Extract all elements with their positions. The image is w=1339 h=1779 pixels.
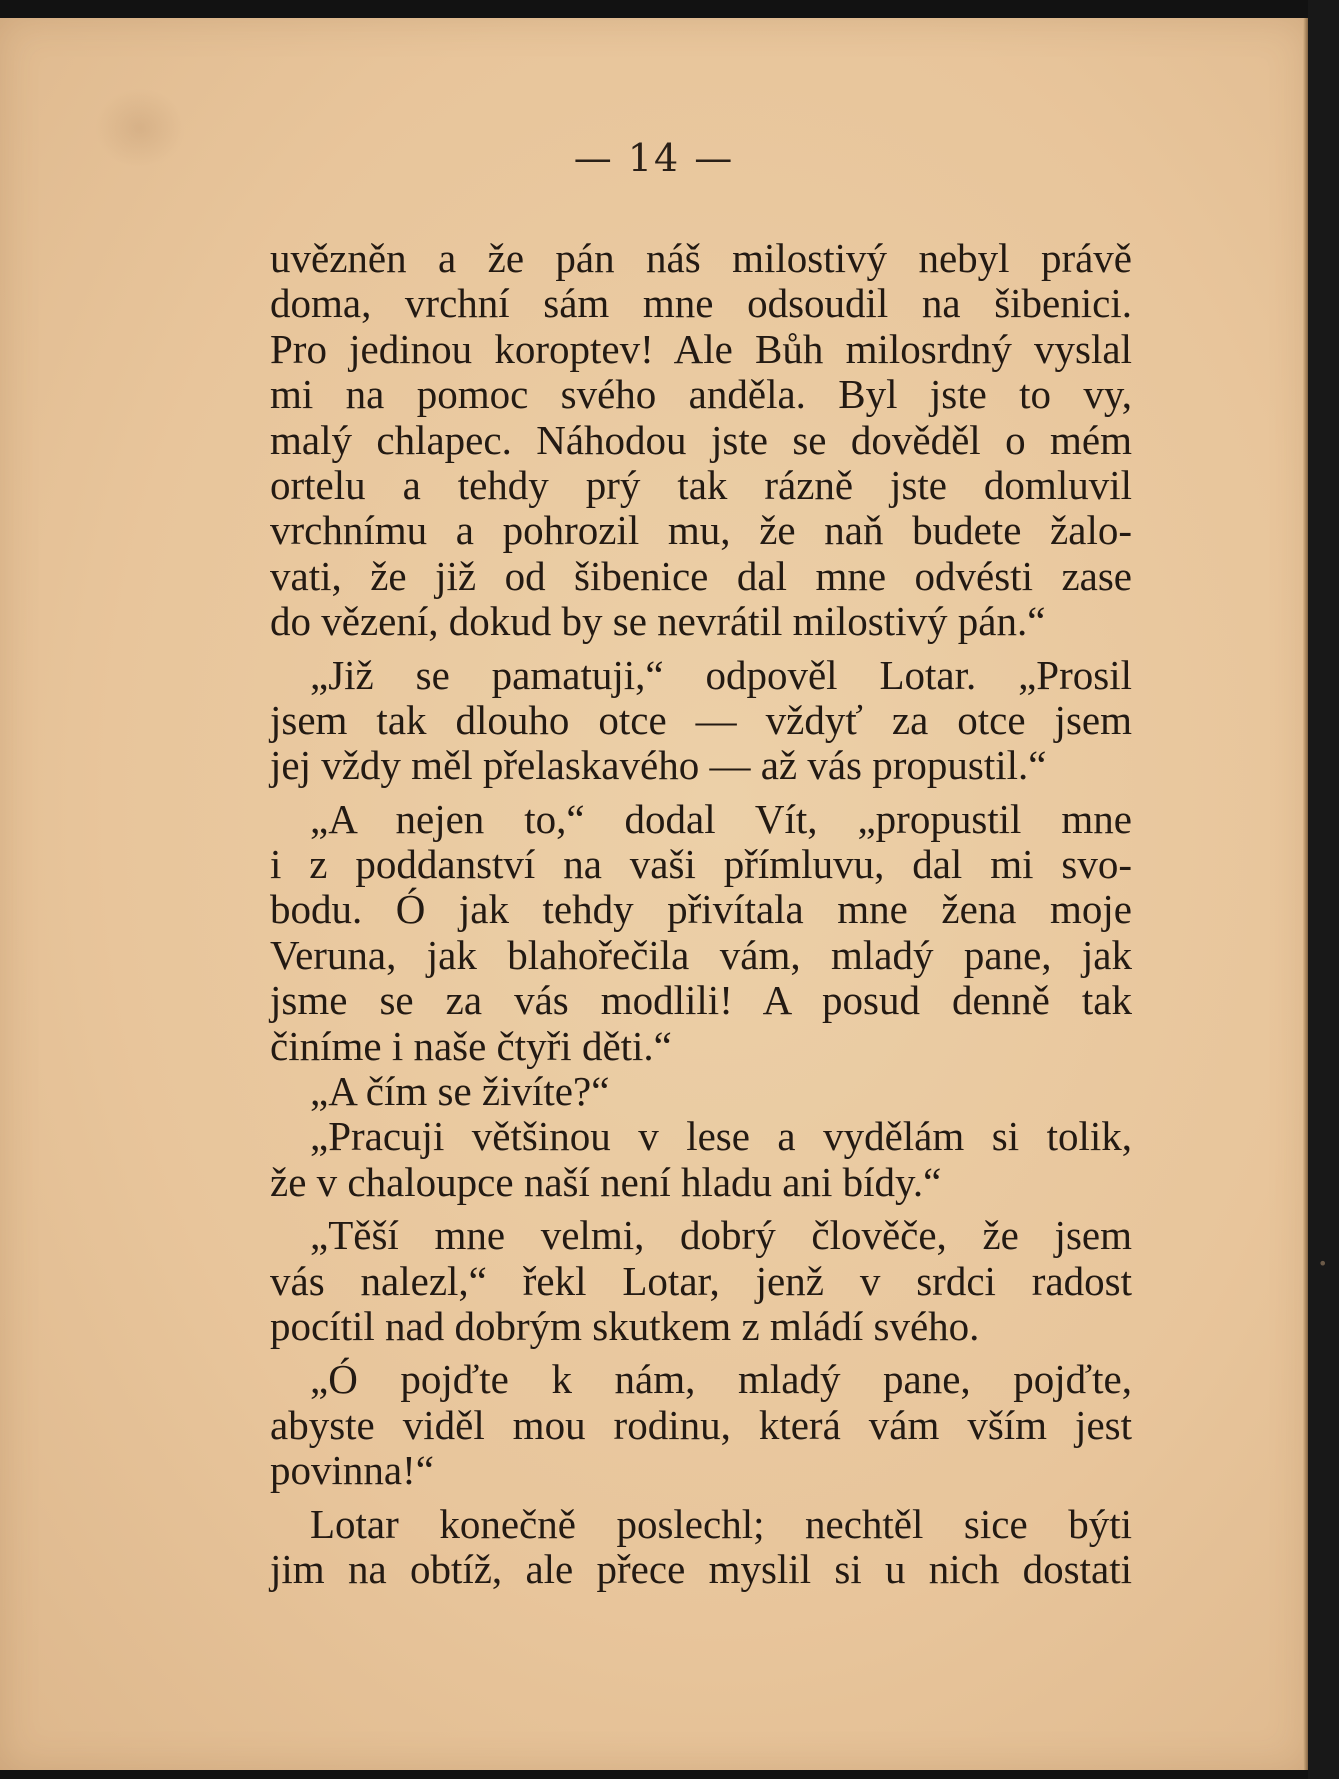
book-page bbox=[0, 18, 1308, 1770]
text-line: uvězněn a že pán náš milostivý nebyl právě bbox=[270, 235, 1132, 281]
text-line: jsme se za vás modlili! A posud denně tak bbox=[270, 977, 1132, 1024]
text-line: že v chaloupce naší není hladu ani bídy.“ bbox=[270, 1158, 942, 1205]
text-line: Pro jedinou koroptev! Ale Bůh milosrdný vyslal bbox=[270, 325, 1132, 372]
text-line: mi na pomoc svého anděla. Byl jste to vy, bbox=[270, 371, 1132, 418]
text-line: „A čím se živíte?“ bbox=[310, 1068, 610, 1115]
text-line: vrchnímu a pohrozil mu, že naň budete žalo- bbox=[270, 507, 1132, 554]
page-number: — 14 — bbox=[573, 136, 735, 180]
text-line: jim na obtíž, ale přece myslil si u nich dostati bbox=[270, 1545, 1132, 1592]
book-spine bbox=[1308, 0, 1339, 1779]
text-line: ortelu a tehdy prý tak rázně jste domluvil bbox=[270, 461, 1132, 508]
text-line: Lotar konečně poslechl; nechtěl sice býti bbox=[310, 1500, 1132, 1547]
text-line: do vězení, dokud by se nevrátil milostivý pán.“ bbox=[270, 598, 1046, 645]
text-line: abyste viděl mou rodinu, která vám vším jest bbox=[270, 1401, 1132, 1448]
text-line: pocítil nad dobrým skutkem z mládí svého. bbox=[270, 1302, 980, 1349]
margin-dot: • bbox=[1318, 1254, 1328, 1273]
text-line: vati, že již od šibenice dal mne odvésti zase bbox=[270, 552, 1132, 599]
text-line: jsem tak dlouho otce — vždyť za otce jsem bbox=[270, 696, 1132, 743]
text-line: doma, vrchní sám mne odsoudil na šibenici. bbox=[270, 280, 1132, 327]
text-line: „Těší mne velmi, dobrý člověče, že jsem bbox=[310, 1212, 1132, 1259]
text-line: malý chlapec. Náhodou jste se dověděl o mém bbox=[270, 416, 1132, 463]
text-line: vás nalezl,“ řekl Lotar, jenž v srdci radost bbox=[270, 1257, 1132, 1304]
text-line: „Již se pamatuji,“ odpověl Lotar. „Prosil bbox=[310, 651, 1132, 698]
text-line: „A nejen to,“ dodal Vít, „propustil mne bbox=[310, 795, 1132, 842]
text-line: „Ó pojďte k nám, mladý pane, pojďte, bbox=[310, 1356, 1132, 1403]
text-line: povinna!“ bbox=[270, 1447, 434, 1494]
text-line: činíme i naše čtyři děti.“ bbox=[270, 1022, 672, 1069]
text-line: jej vždy měl přelaskavého — až vás propustil.“ bbox=[270, 742, 1047, 789]
text-line: Veruna, jak blahořečila vám, mladý pane, jak bbox=[270, 931, 1132, 978]
text-line: i z poddanství na vaši přímluvu, dal mi svo- bbox=[270, 841, 1132, 888]
text-line: bodu. Ó jak tehdy přivítala mne žena moje bbox=[270, 886, 1132, 933]
body-text bbox=[270, 236, 1132, 1592]
text-line: „Pracuji většinou v lese a vydělám si tolik, bbox=[310, 1113, 1132, 1160]
